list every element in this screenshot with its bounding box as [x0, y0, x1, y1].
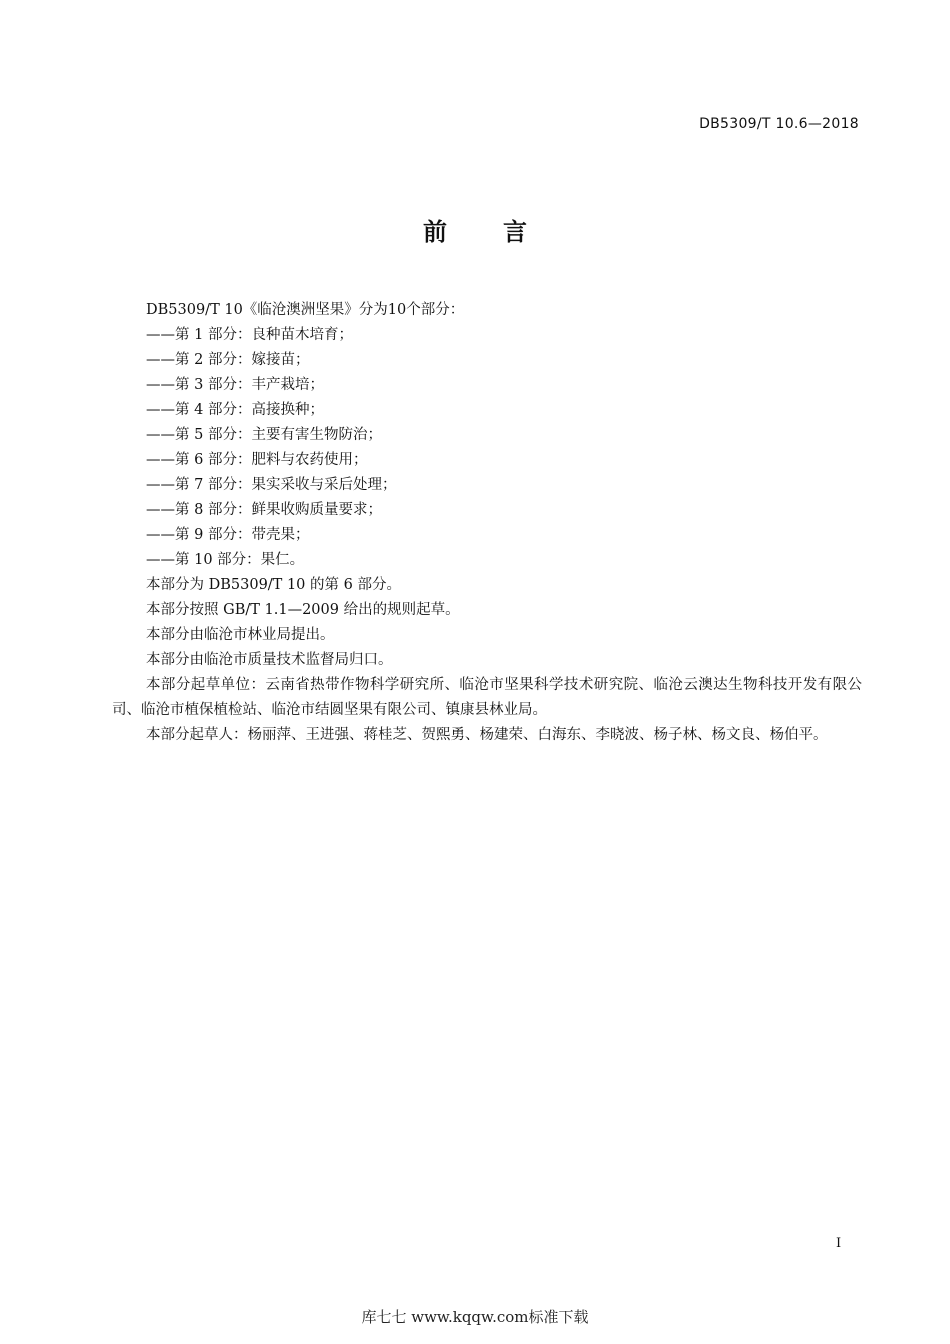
drafting-rules: 本部分按照 GB/T 1.1—2009 给出的规则起草。	[146, 602, 460, 618]
part-statement: 本部分为 DB5309/T 10 的第 6 部分。	[146, 577, 401, 593]
part-list-item: ——第 8 部分：鲜果收购质量要求；	[146, 502, 382, 518]
part-list-item: ——第 10 部分：果仁。	[146, 552, 305, 568]
part-list-item: ——第 2 部分：嫁接苗；	[146, 352, 310, 368]
intro-paragraph: DB5309/T 10《临沧澳洲坚果》分为10个部分：	[146, 302, 465, 318]
document-code: DB5309/T 10.6—2018	[699, 116, 859, 132]
drafting-units: 本部分起草单位：云南省热带作物科学研究所、临沧市坚果科学技术研究院、临沧云澳达生物科技开发有限公司、临沧市植保植检站、临沧市结圆坚果有限公司、镇康县林业局。	[112, 677, 862, 718]
watermark-text: 库七七 www.kqqw.com标准下载	[361, 1308, 589, 1326]
centralized-unit: 本部分由临沧市质量技术监督局归口。	[146, 652, 393, 668]
part-list-item: ——第 7 部分：果实采收与采后处理；	[146, 477, 397, 493]
proposer: 本部分由临沧市林业局提出。	[146, 627, 335, 643]
part-list-item: ——第 3 部分：丰产栽培；	[146, 377, 324, 393]
part-list-item: ——第 6 部分：肥料与农药使用；	[146, 452, 368, 468]
part-list-item: ——第 4 部分：高接换种；	[146, 402, 324, 418]
part-list-item: ——第 5 部分：主要有害生物防治；	[146, 427, 382, 443]
part-list-item: ——第 9 部分：带壳果；	[146, 527, 310, 543]
page-title: 前言	[423, 218, 583, 246]
part-list-item: ——第 1 部分：良种苗木培育；	[146, 327, 353, 343]
foreword-body	[112, 298, 862, 748]
drafters: 本部分起草人：杨丽萍、王进强、蒋桂芝、贺熙勇、杨建荣、白海东、李晓波、杨子林、杨文良、杨伯平。	[146, 727, 828, 743]
page-number: I	[836, 1236, 842, 1251]
